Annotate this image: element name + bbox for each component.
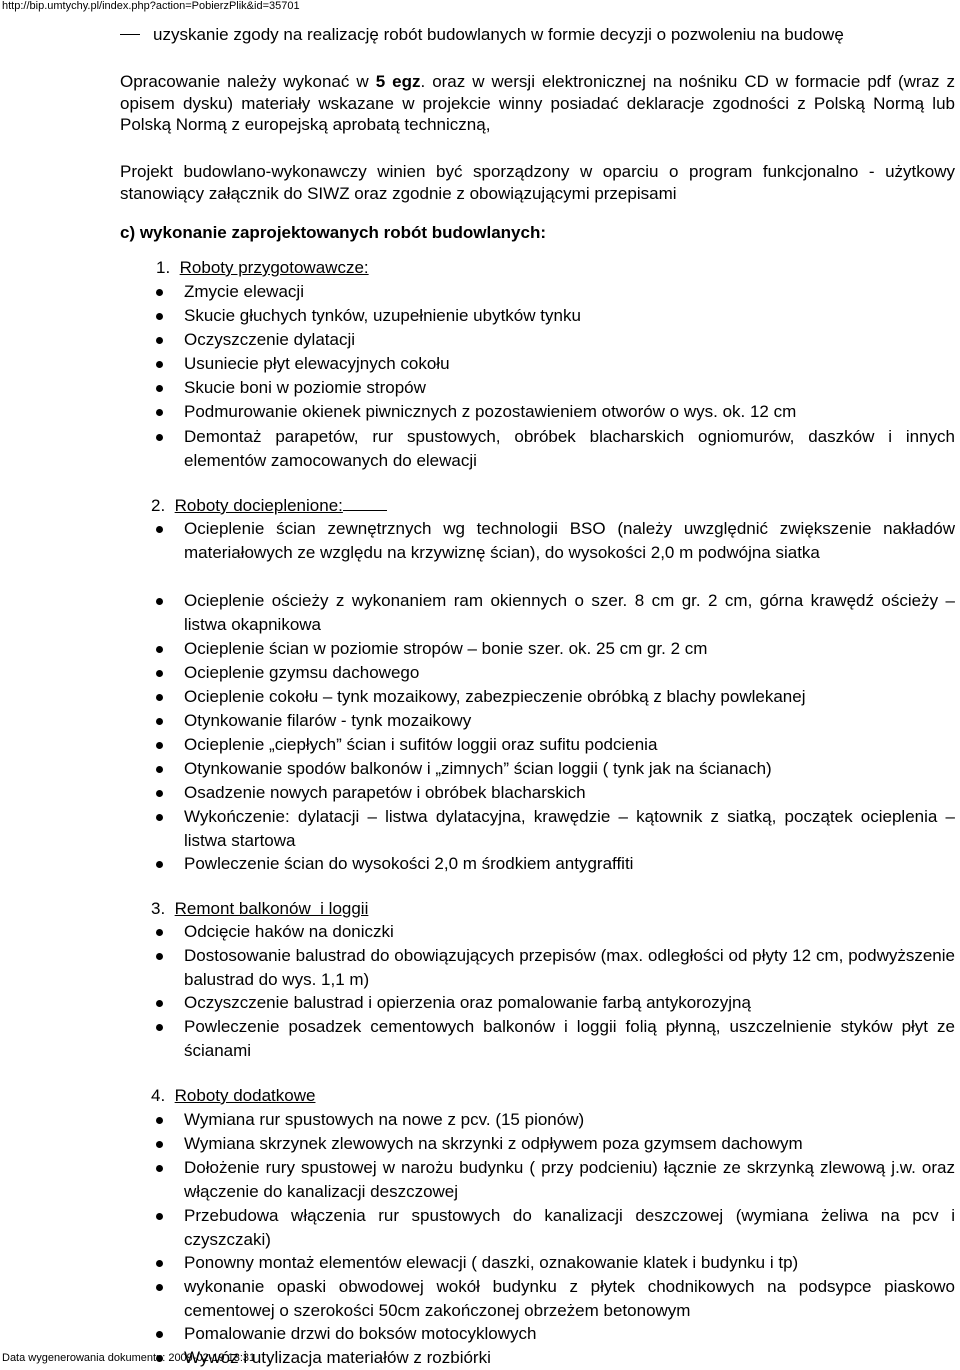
bullet-icon xyxy=(156,953,163,960)
bullet-icon xyxy=(156,526,163,533)
bullet-icon xyxy=(156,313,163,320)
list-item-text: Ocieplenie ścian zewnętrznych wg technologii BSO (należy uwzględnić zwiększenie nakładów materiałowych ze względu na krzywiznę ścian), do wysokości 2,0 m podwójna siatka xyxy=(184,519,955,562)
section-2-number: 2. xyxy=(151,496,166,515)
paragraph-copies-bold: 5 egz xyxy=(375,72,421,91)
list-item-text: Wywóz i utylizacja materiałów z rozbiórki xyxy=(184,1348,491,1367)
list-item-text: Ocieplenie ścian w poziomie stropów – bonie szer. ok. 25 cm gr. 2 cm xyxy=(184,639,708,658)
list-item-text: Ponowny montaż elementów elewacji ( daszki, oznakowanie klatek i budynku i tp) xyxy=(184,1253,799,1272)
list-item-text: Powleczenie posadzek cementowych balkonów i loggii folią płynną, uszczelnienie styków płyt ze ścianami xyxy=(184,1017,955,1060)
list-item-text: Odcięcie haków na doniczki xyxy=(184,922,394,941)
section-1-number: 1. xyxy=(156,258,171,277)
list-item-text: Powleczenie ścian do wysokości 2,0 m środkiem antygraffiti xyxy=(184,854,634,873)
list-item-text: Ocieplenie „ciepłych” ścian i sufitów loggii oraz sufitu podcienia xyxy=(184,735,658,754)
bullet-icon xyxy=(156,929,163,936)
bullet-icon xyxy=(156,1141,163,1148)
paragraph-copies-text: Opracowanie należy wykonać w xyxy=(120,72,376,91)
section-heading-c: c) wykonanie zaprojektowanych robót budowlanych: xyxy=(120,223,547,242)
list-item-text: Podmurowanie okienek piwnicznych z pozostawieniem otworów o wys. ok. 12 cm xyxy=(184,402,797,421)
section-3-title-text: Remont balkonów i loggii xyxy=(174,899,369,918)
bullet-icon xyxy=(156,598,163,605)
list-item-text: Dostosowanie balustrad do obowiązujących przepisów (max. odległości od płyty 12 cm, podwyższenie balustrad do wys. 1,1 m) xyxy=(184,946,955,989)
list-item-text: wykonanie opaski obwodowej wokół budynku z płytek chodnikowych na podsypce piaskowo cementowej o szerokości 50cm zakończonej obrzeżem betonowym xyxy=(184,1277,955,1320)
bullet-icon xyxy=(156,670,163,677)
bullet-icon xyxy=(156,742,163,749)
list-item-text: Usuniecie płyt elewacyjnych cokołu xyxy=(184,354,450,373)
list-item-text: Dołożenie rury spustowej w narożu budynku ( przy podcieniu) łącznie ze skrzynką zlewową j.w. oraz włączenie do kanalizacji deszczowej xyxy=(184,1158,955,1201)
bullet-icon xyxy=(156,385,163,392)
list-item-text: Oczyszczenie dylatacji xyxy=(184,330,356,349)
section-2-title-text: Roboty docieplenione: xyxy=(174,496,343,515)
section-2-title xyxy=(151,495,387,517)
section-4-title xyxy=(151,1085,315,1107)
page-header-url: http://bip.umtychy.pl/index.php?action=PobierzPlik&id=35701 xyxy=(2,0,300,12)
bullet-icon xyxy=(156,646,163,653)
list-item-text: Osadzenie nowych parapetów i obróbek blacharskich xyxy=(184,783,586,802)
list-item-text: Ocieplenie ościeży z wykonaniem ram okiennych o szer. 8 cm gr. 2 cm, górna krawędź ościeży – listwa okapnikowa xyxy=(184,591,955,634)
list-item-text: Skucie głuchych tynków, uzupełnienie ubytków tynku xyxy=(184,306,581,325)
section-3-number: 3. xyxy=(151,899,166,918)
dash-item-text: uzyskanie zgody na realizację robót budowlanych w formie decyzji o pozwoleniu na budowę xyxy=(153,25,844,44)
list-item-text: Oczyszczenie balustrad i opierzenia oraz pomalowanie farbą antykorozyjną xyxy=(184,993,751,1012)
dash-marker xyxy=(120,34,140,35)
bullet-icon xyxy=(156,289,163,296)
bullet-icon xyxy=(156,1284,163,1291)
list-item-text: Ocieplenie gzymsu dachowego xyxy=(184,663,420,682)
paragraph-project: Projekt budowlano-wykonawczy winien być sporządzony w oparciu o program funkcjonalno - użytkowy stanowiący załącznik do SIWZ oraz zgodnie z obowiązującymi przepisami xyxy=(120,162,955,203)
bullet-icon xyxy=(156,1331,163,1338)
section-1-title xyxy=(156,257,369,279)
list-item-text: Pomalowanie drzwi do boksów motocyklowych xyxy=(184,1324,537,1343)
bullet-icon xyxy=(156,790,163,797)
bullet-icon xyxy=(156,694,163,701)
list-item-text: Przebudowa włączenia rur spustowych do kanalizacji deszczowej (wymiana żeliwa na pcv i czyszczaki) xyxy=(184,1206,955,1249)
list-item-text: Wymiana skrzynek zlewowych na skrzynki z odpływem poza gzymsem dachowym xyxy=(184,1134,803,1153)
list-item-text: Demontaż parapetów, rur spustowych, obróbek blacharskich ogniomurów, daszków i innych elementów zamocowanych do elewacji xyxy=(184,427,955,470)
section-1-title-text: Roboty przygotowawcze: xyxy=(179,258,369,277)
list-item-text: Zmycie elewacji xyxy=(184,282,304,301)
title-underline-tail xyxy=(343,496,387,511)
bullet-icon xyxy=(156,1165,163,1172)
bullet-icon xyxy=(156,337,163,344)
bullet-icon xyxy=(156,434,163,441)
bullet-icon xyxy=(156,1260,163,1267)
paragraph-copies xyxy=(120,71,955,136)
bullet-icon xyxy=(156,718,163,725)
bullet-icon xyxy=(156,861,163,868)
list-item-text: Otynkowanie spodów balkonów i „zimnych” ścian loggii ( tynk jak na ścianach) xyxy=(184,759,772,778)
section-3-title xyxy=(151,898,368,920)
paragraph-copies-rest: . oraz w wersji elektronicznej na nośniku CD w formacie pdf (wraz z opisem dysku) materiały wskazane w projekcie winny posiadać deklaracje zgodności z Polską Normą lub Polską Normą z europejską aprobatą techniczną, xyxy=(120,72,956,134)
bullet-icon xyxy=(156,814,163,821)
section-4-title-text: Roboty dodatkowe xyxy=(174,1086,316,1105)
bullet-icon xyxy=(156,1000,163,1007)
bullet-icon xyxy=(156,361,163,368)
bullet-icon xyxy=(156,1117,163,1124)
page-footer-timestamp: Data wygenerowania dokumentu: 2009-02-19 13:31 xyxy=(2,1352,256,1364)
list-item-text: Skucie boni w poziomie stropów xyxy=(184,378,426,397)
list-item-text: Ocieplenie cokołu – tynk mozaikowy, zabezpieczenie obróbką z blachy powlekanej xyxy=(184,687,806,706)
bullet-icon xyxy=(156,766,163,773)
section-4-number: 4. xyxy=(151,1086,166,1105)
list-item-text: Wymiana rur spustowych na nowe z pcv. (15 pionów) xyxy=(184,1110,585,1129)
bullet-icon xyxy=(156,1213,163,1220)
bullet-icon xyxy=(156,409,163,416)
list-item-text: Wykończenie: dylatacji – listwa dylatacyjna, krawędzie – kątownik z siatką, początek ocieplenia – listwa startowa xyxy=(184,807,955,850)
list-item-text: Otynkowanie filarów - tynk mozaikowy xyxy=(184,711,472,730)
bullet-icon xyxy=(156,1024,163,1031)
